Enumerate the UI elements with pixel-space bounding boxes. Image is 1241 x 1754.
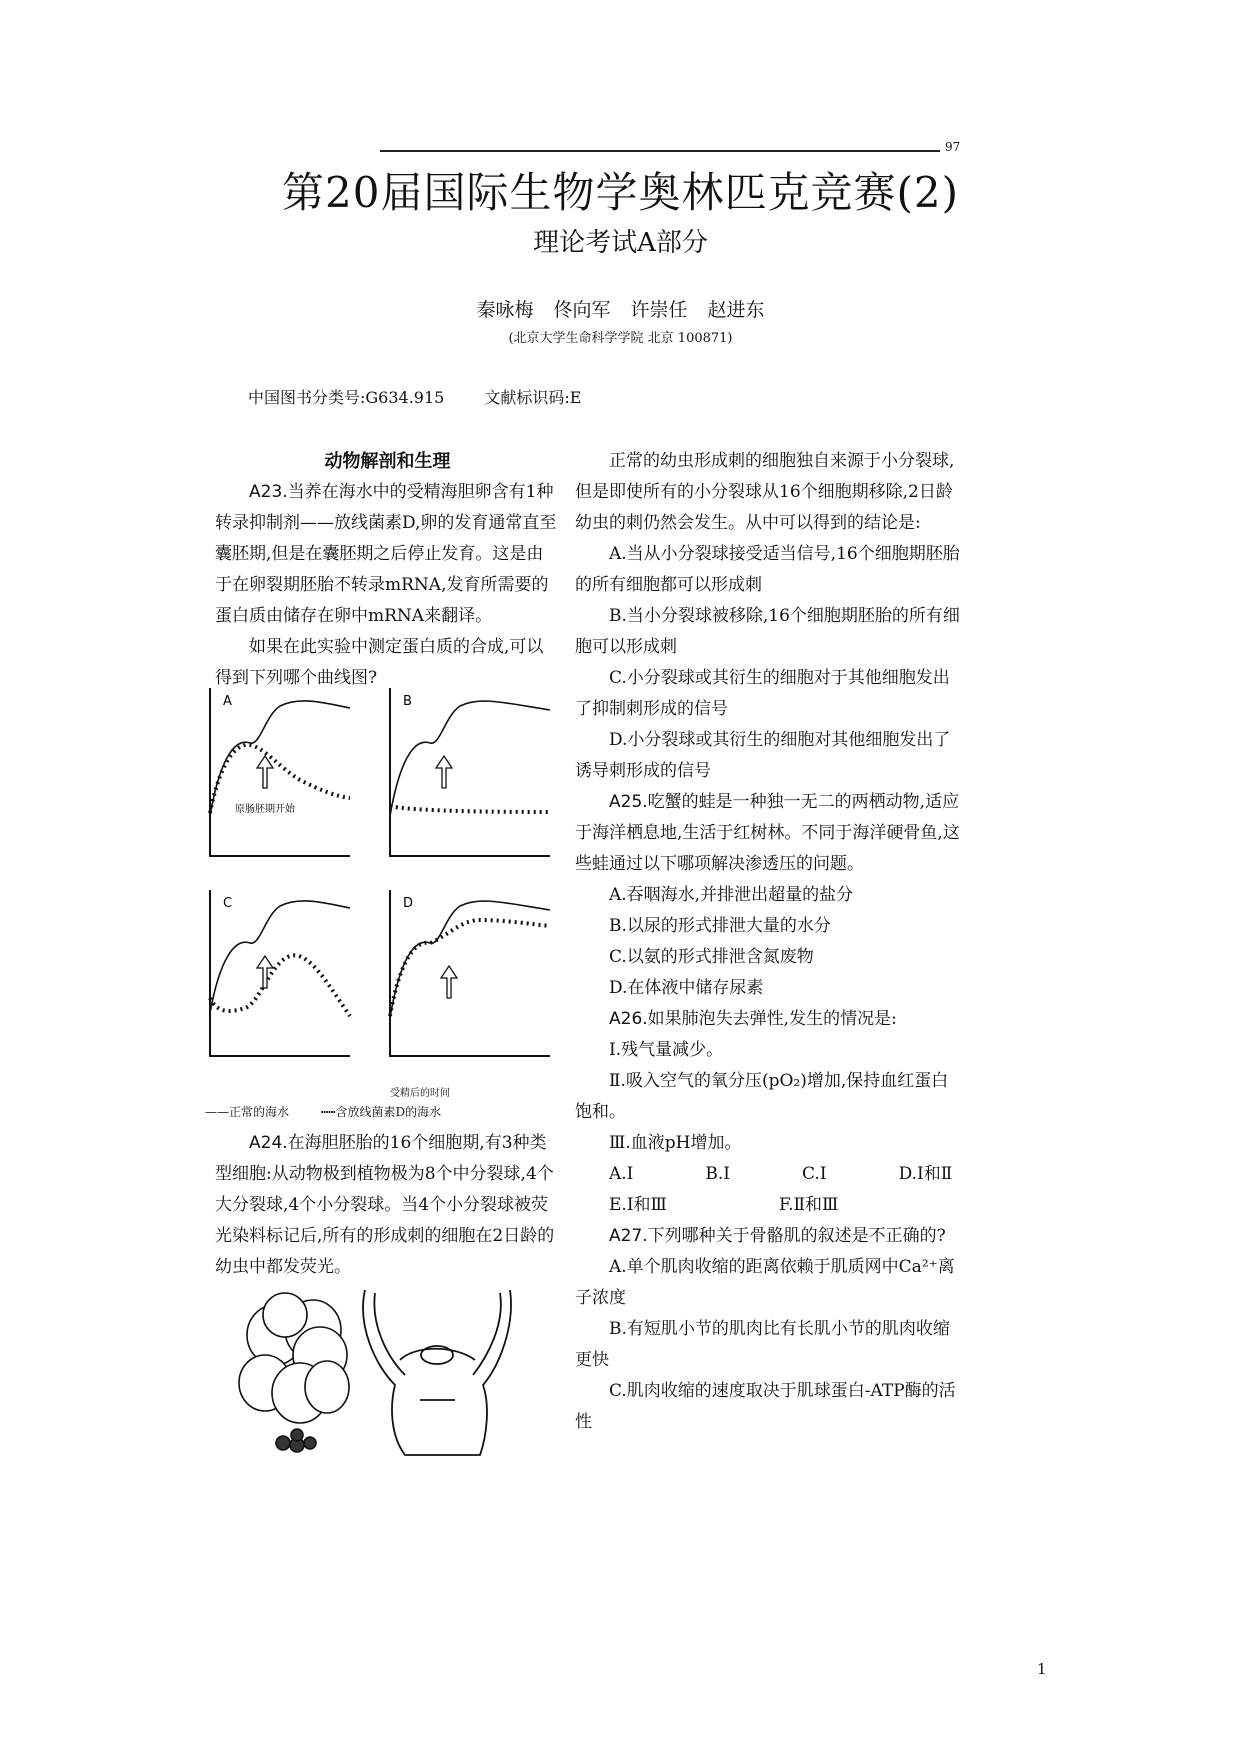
panel-b-arrow — [436, 756, 452, 788]
panel-c-axes — [210, 890, 350, 1056]
a27-option-a: A.单个肌肉收缩的距离依赖于肌质网中Ca²⁺离子浓度 — [575, 1257, 955, 1308]
a25-option-c: C.以氨的形式排泄含氮废物 — [609, 947, 814, 967]
a26-statement-3: Ⅲ.血液pH增加。 — [609, 1133, 742, 1153]
author-list: 秦咏梅 佟向军 许崇任 赵进东 — [476, 299, 765, 321]
a27-option-c: C.肌肉收缩的速度取决于肌球蛋白-ATP酶的活性 — [575, 1381, 956, 1432]
question-text: 如果肺泡失去弹性,发生的情况是: — [647, 1009, 897, 1029]
question-text: 吃蟹的蛙是一种独一无二的两栖动物,适应于海洋栖息地,生活于红树林。不同于海洋硬骨鱼,这些蛙通过以下哪项解决渗透压的问题。 — [575, 792, 960, 874]
a26-options-row-1 — [575, 1159, 965, 1190]
panel-a-annotation: 原肠胚期开始 — [235, 804, 295, 815]
question-text: 当养在海水中的受精海胆卵含有1种转录抑制剂——放线菌素D,卵的发育通常直至囊胚期,但是在囊胚期之后停止发育。这是由于在卵裂期胚胎不转录mRNA,发育所需要的蛋白质由储存在卵中mRNA来翻译。 — [215, 482, 557, 626]
legend-actinomycin-seawater: ┅┅含放线菌素D的海水 — [321, 1105, 442, 1119]
page-number: 1 — [1037, 1660, 1047, 1678]
panel-d-label: D — [403, 896, 414, 911]
question-text: 下列哪种关于骨骼肌的叙述是不正确的? — [647, 1226, 946, 1246]
panel-b-label: B — [403, 694, 412, 709]
question-number: A23. — [249, 482, 288, 502]
panel-d-actinomycin-curve — [390, 920, 550, 1016]
panel-d-arrow — [441, 966, 457, 998]
question-number: A24. — [249, 1133, 288, 1153]
a26-options-row-2 — [575, 1190, 965, 1221]
a25-option-d: D.在体液中储存尿素 — [609, 978, 764, 998]
panel-c — [210, 890, 350, 1056]
a24-option-d: D.小分裂球或其衍生的细胞对其他细胞发出了诱导刺形成的信号 — [575, 730, 951, 781]
panel-d — [390, 890, 550, 1056]
panel-b-axes — [390, 688, 550, 856]
panel-a-axes — [210, 688, 350, 856]
panel-c-actinomycin-curve — [210, 955, 350, 1016]
a26-statement-2: Ⅱ.吸入空气的氧分压(pO₂)增加,保持血红蛋白饱和。 — [575, 1071, 949, 1122]
question-text: 在海胆胚胎的16个细胞期,有3种类型细胞:从动物极到植物极为8个中分裂球,4个大分裂球,4个小分裂球。当4个小分裂球被荧光染料标记后,所有的形成刺的细胞在2日龄的幼虫中都发荧光。 — [215, 1133, 555, 1277]
legend-normal-seawater: ——正常的海水 — [205, 1105, 290, 1119]
article-title: 第20届国际生物学奥林匹克竞赛(2) — [282, 168, 959, 217]
question-a25 — [575, 787, 965, 880]
a26-statement-1: Ⅰ.残气量减少。 — [609, 1040, 724, 1060]
question-number: A25. — [609, 792, 648, 812]
panel-a — [210, 688, 350, 856]
left-column-top — [215, 446, 560, 694]
question-a23-prompt: 如果在此实验中测定蛋白质的合成,可以得到下列哪个曲线图? — [215, 637, 544, 688]
panel-d-normal-curve — [390, 901, 550, 1018]
panel-b — [390, 688, 550, 856]
affiliation: (北京大学生命科学学院 北京 100871) — [508, 331, 733, 346]
clc-number: 中国图书分类号:G634.915 — [248, 388, 445, 407]
header-rule — [380, 150, 940, 152]
panel-a-normal-curve — [210, 701, 350, 816]
pluteus-larva-drawing — [363, 1290, 511, 1455]
panel-a-actinomycin-curve — [210, 745, 350, 813]
a26-option-c: C.Ⅰ — [802, 1164, 827, 1184]
a24-option-c: C.小分裂球或其衍生的细胞对于其他细胞发出了抑制刺形成的信号 — [575, 668, 950, 719]
a25-option-b: B.以尿的形式排泄大量的水分 — [609, 916, 831, 936]
panel-b-normal-curve — [390, 701, 550, 816]
panel-a-arrow — [257, 756, 273, 788]
question-a24-continued: 正常的幼虫形成刺的细胞独自来源于小分裂球,但是即使所有的小分裂球从16个细胞期移除,2日龄幼虫的刺仍然会发生。从中可以得到的结论是: — [575, 451, 955, 533]
a24-option-b: B.当小分裂球被移除,16个细胞期胚胎的所有细胞可以形成刺 — [575, 606, 960, 657]
article-subtitle: 理论考试A部分 — [533, 228, 708, 258]
panel-d-axes — [390, 890, 550, 1056]
a26-option-b: B.Ⅰ — [705, 1164, 731, 1184]
section-heading: 动物解剖和生理 — [324, 451, 451, 472]
panel-c-label: C — [223, 896, 233, 911]
right-column — [575, 446, 965, 1438]
a27-option-b: B.有短肌小节的肌肉比有长肌小节的肌肉收缩更快 — [575, 1319, 950, 1370]
a26-option-d: D.Ⅰ和Ⅱ — [898, 1164, 953, 1184]
question-a27 — [575, 1221, 965, 1252]
question-a24 — [215, 1128, 560, 1283]
question-a26 — [575, 1004, 965, 1035]
question-number: A27. — [609, 1226, 648, 1246]
sixteen-cell-embryo-drawing — [239, 1293, 349, 1452]
protein-synthesis-figure — [205, 688, 560, 1088]
a26-option-a: A.Ⅰ — [609, 1164, 634, 1184]
document-code: 文献标识码:E — [484, 388, 582, 407]
journal-page-mark: 97 — [945, 140, 961, 154]
embryo-larva-drawing — [225, 1285, 525, 1465]
question-a23 — [215, 477, 560, 632]
left-column-bottom — [215, 1128, 560, 1283]
a26-option-f: F.Ⅱ和Ⅲ — [778, 1195, 839, 1215]
a26-option-e: E.Ⅰ和Ⅲ — [609, 1195, 667, 1215]
classification-line — [248, 385, 581, 408]
a24-option-a: A.当从小分裂球接受适当信号,16个细胞期胚胎的所有细胞都可以形成刺 — [575, 544, 960, 595]
panel-c-normal-curve — [210, 901, 350, 1013]
figure-legend — [205, 1103, 441, 1120]
panel-b-actinomycin-curve — [390, 806, 550, 812]
question-number: A26. — [609, 1009, 648, 1029]
figure-x-caption: 受精后的时间 — [390, 1088, 450, 1099]
panel-a-label: A — [223, 694, 232, 709]
a25-option-a: A.吞咽海水,并排泄出超量的盐分 — [609, 885, 854, 905]
